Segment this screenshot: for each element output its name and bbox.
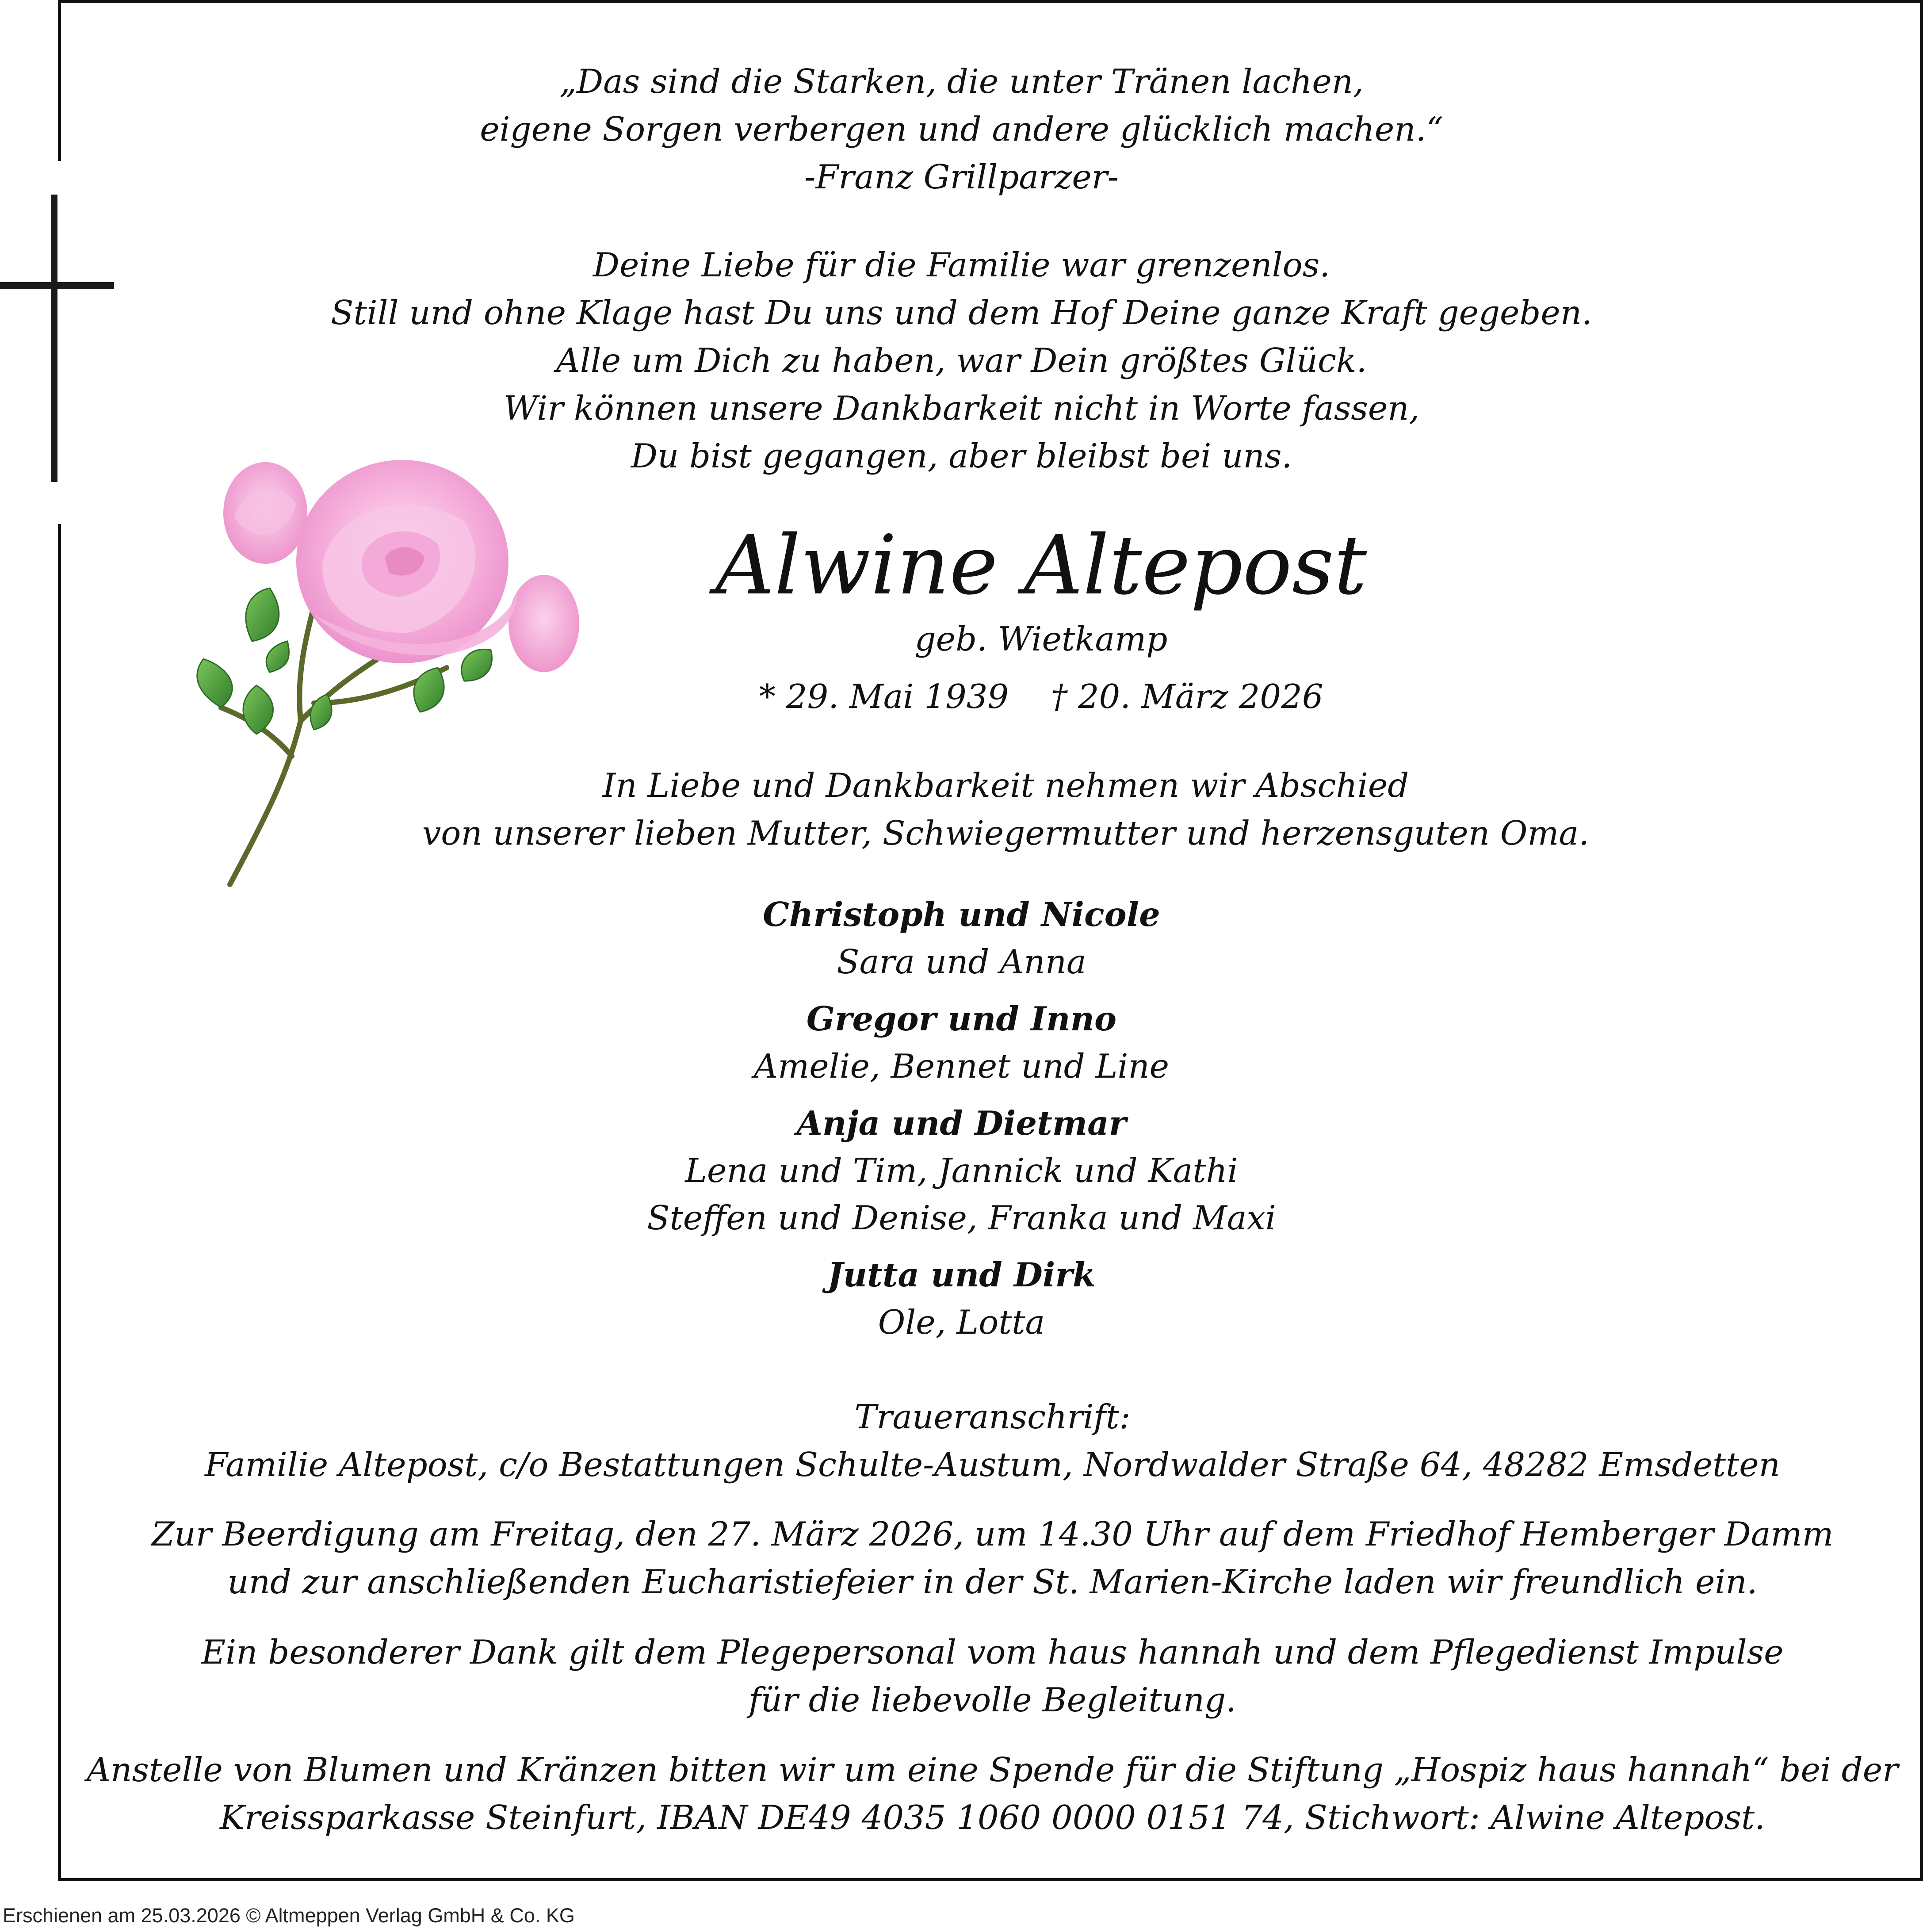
burial-line: und zur anschließenden Eucharistiefeier in der St. Marien-Kirche laden wir freundlich ein.	[227, 1562, 1758, 1601]
poem-line: Still und ohne Klage hast Du uns und dem Hof Deine ganze Kraft gegeben.	[331, 293, 1592, 332]
donation-line: Kreissparkasse Steinfurt, IBAN DE49 4035 1060 0000 0151 74, Stichwort: Alwine Altepost.	[219, 1798, 1765, 1837]
family-children: Lena und Tim, Jannick und Kathi	[685, 1151, 1238, 1190]
poem-line: Deine Liebe für die Familie war grenzenlos.	[593, 245, 1330, 284]
donation-request	[31, 1746, 1923, 1841]
family-children: Steffen und Denise, Franka und Maxi	[647, 1198, 1276, 1237]
address-text: Familie Altepost, c/o Bestattungen Schulte-Austum, Nordwalder Straße 64, 48282 Emsdetten	[205, 1445, 1780, 1484]
poem-line: Alle um Dich zu haben, war Dein größtes Glück.	[556, 341, 1367, 380]
frame-bottom-border	[58, 1878, 1923, 1881]
life-dates: * 29. Mai 1939 † 20. März 2026	[759, 677, 1323, 716]
family-head: Christoph und Nicole	[763, 895, 1160, 934]
family-children: Ole, Lotta	[878, 1303, 1045, 1342]
publication-footer: Erschienen am 25.03.2026 © Altmeppen Verlag GmbH & Co. KG	[3, 1904, 575, 1927]
burial-line: Zur Beerdigung am Freitag, den 27. März 2026, um 14.30 Uhr auf dem Friedhof Hemberger Damm	[151, 1515, 1834, 1553]
burial-info	[31, 1510, 1923, 1606]
frame-top-border	[58, 0, 1923, 3]
quote-block	[0, 57, 1923, 201]
family-children: Sara und Anna	[837, 942, 1086, 981]
thanks-line: für die liebevolle Begleitung.	[749, 1680, 1236, 1719]
address-label: Traueranschrift:	[854, 1397, 1131, 1436]
poem-line: Wir können unsere Dankbarkeit nicht in Worte fassen,	[503, 389, 1420, 428]
quote-author: -Franz Grillparzer-	[804, 157, 1119, 196]
deceased-name: Alwine Altepost	[715, 517, 1367, 613]
family-head: Jutta und Dirk	[827, 1255, 1096, 1294]
farewell-line: In Liebe und Dankbarkeit nehmen wir Abschied	[602, 766, 1409, 805]
poem-line: Du bist gegangen, aber bleibst bei uns.	[631, 436, 1292, 475]
thanks-note	[31, 1628, 1923, 1724]
birth-name: geb. Wietkamp	[914, 620, 1168, 658]
family-children: Amelie, Bennet und Line	[753, 1047, 1170, 1086]
family-head: Anja und Dietmar	[796, 1104, 1127, 1143]
mourning-address	[31, 1393, 1923, 1488]
donation-line: Anstelle von Blumen und Kränzen bitten wir um eine Spende für die Stiftung „Hospiz haus hannah“ bei der	[87, 1750, 1898, 1789]
farewell-block	[44, 761, 1923, 857]
quote-line: eigene Sorgen verbergen und andere glücklich machen.“	[480, 110, 1443, 149]
poem-block	[0, 241, 1923, 480]
family-head: Gregor und Inno	[806, 999, 1117, 1038]
family-list	[0, 891, 1923, 1346]
thanks-line: Ein besonderer Dank gilt dem Plegepersonal vom haus hannah und dem Pflegedienst Impulse	[201, 1633, 1784, 1672]
farewell-line: von unserer lieben Mutter, Schwiegermutter und herzensguten Oma.	[422, 814, 1590, 853]
quote-line: „Das sind die Starken, die unter Tränen lachen,	[559, 62, 1364, 101]
